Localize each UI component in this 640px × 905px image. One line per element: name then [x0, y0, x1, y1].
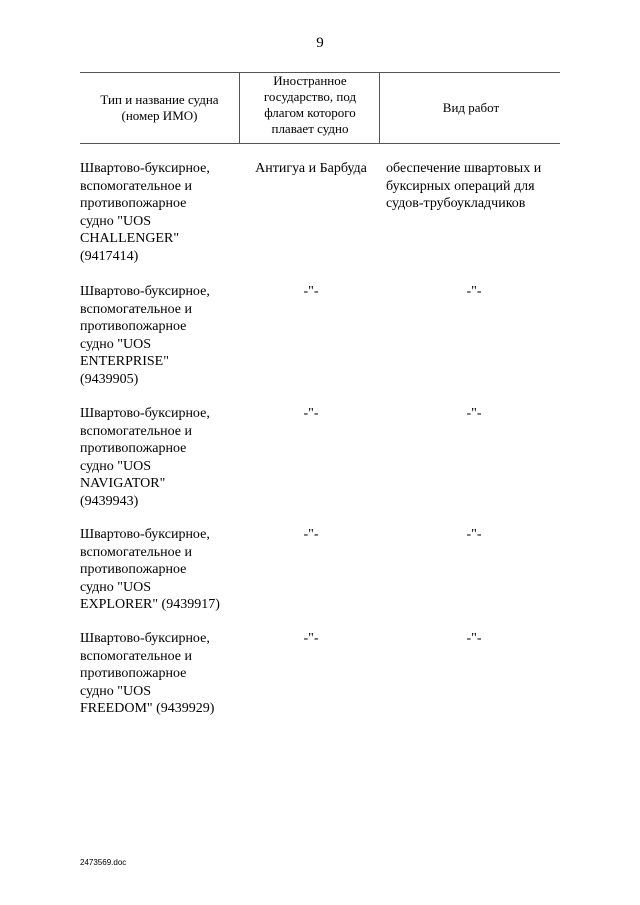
page-number: 9	[316, 35, 324, 51]
header-vessel-type: Тип и название судна (номер ИМО)	[100, 92, 219, 123]
table-row-flag: -"-	[303, 284, 319, 299]
column-divider	[239, 72, 240, 143]
header-flag-state: Иностранное государство, под флагом которого плавает судно	[263, 73, 357, 136]
table-row-work: обеспечение швартовых и буксирных операций для судов-трубоукладчиков	[386, 161, 542, 211]
footer-filename: 2473569.doc	[80, 858, 127, 867]
header-work-type: Вид работ	[442, 100, 500, 115]
table-row-flag: -"-	[303, 406, 319, 421]
table-row-vessel: Швартово-буксирное, вспомогательное и противопожарное судно "UOS NAVIGATOR" (9439943)	[80, 406, 210, 509]
table-row-flag: Антигуа и Барбуда	[255, 161, 367, 176]
table-row-flag: -"-	[303, 527, 319, 542]
table-row-work: -"-	[466, 406, 482, 421]
table-row-work: -"-	[466, 527, 482, 542]
table-header-rule	[80, 143, 560, 144]
table-row-work: -"-	[466, 284, 482, 299]
table-row-vessel: Швартово-буксирное, вспомогательное и противопожарное судно "UOS EXPLORER" (9439917)	[80, 527, 220, 612]
table-row-vessel: Швартово-буксирное, вспомогательное и противопожарное судно "UOS ENTERPRISE" (9439905)	[80, 284, 210, 387]
table-row-vessel: Швартово-буксирное, вспомогательное и противопожарное судно "UOS CHALLENGER" (9417414)	[80, 161, 210, 264]
table-row-work: -"-	[466, 631, 482, 646]
table-row-vessel: Швартово-буксирное, вспомогательное и противопожарное судно "UOS FREEDOM" (9439929)	[80, 631, 215, 716]
table-row-flag: -"-	[303, 631, 319, 646]
column-divider	[379, 72, 380, 143]
